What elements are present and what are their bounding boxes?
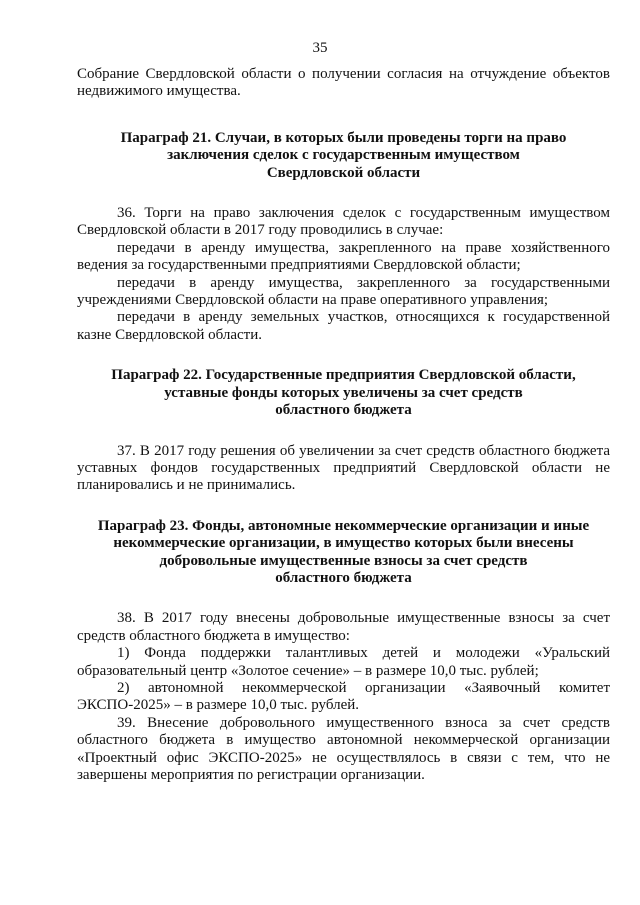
heading-line: областного бюджета: [275, 402, 412, 419]
heading-line: некоммерческие организации, в имущество которых были внесены: [113, 535, 574, 552]
section-body: [77, 610, 610, 784]
lead-paragraph: Собрание Свердловской области о получении согласия на отчуждение объектов недвижимого имущества.: [77, 66, 610, 100]
heading-line: областного бюджета: [275, 569, 412, 586]
heading-line: Параграф 22. Государственные предприятия Свердловской области,: [111, 367, 576, 384]
section-21: [77, 130, 610, 344]
paragraph: 39. Внесение добровольного имущественного взноса за счет средств областного бюджета в имущество автономной некоммерческой организации «Проектный офис ЭКСПО-2025» не осуществлялось в связи с тем, что не завершены мероприятия по регистрации организации.: [77, 714, 610, 783]
paragraph: передачи в аренду имущества, закрепленного на праве хозяйственного ведения за государственными предприятиями Свердловской области;: [77, 239, 610, 274]
paragraph: 2) автономной некоммерческой организации «Заявочный комитет ЭКСПО-2025» – в размере 10,0 тыс. рублей.: [77, 679, 610, 714]
section-22: [77, 367, 610, 494]
section-23: [77, 518, 610, 785]
paragraph: передачи в аренду имущества, закрепленного за государственными учреждениями Свердловской области на праве оперативного управления;: [77, 274, 610, 309]
page-number: 35: [312, 40, 328, 56]
heading-line: Параграф 23. Фонды, автономные некоммерческие организации и иные: [97, 517, 590, 534]
heading-line: заключения сделок с государственным имуществом: [167, 147, 520, 164]
heading-line: уставные фонды которых увеличены за счет средств: [164, 384, 523, 401]
page-content: [77, 66, 610, 784]
paragraph: передачи в аренду земельных участков, относящихся к государственной казне Свердловской области.: [77, 309, 610, 343]
paragraph: 38. В 2017 году внесены добровольные имущественные взносы за счет средств областного бюджета в имущество:: [77, 610, 610, 644]
paragraph: 36. Торги на право заключения сделок с государственным имуществом Свердловской области в 2017 году проводились в случае:: [77, 205, 610, 239]
paragraph: 1) Фонда поддержки талантливых детей и молодежи «Уральский образовательный центр «Золотое сечение» – в размере 10,0 тыс. рублей;: [77, 645, 610, 679]
heading-line: Свердловской области: [266, 164, 421, 181]
section-heading: [77, 367, 610, 419]
paragraph: 37. В 2017 году решения об увеличении за счет средств областного бюджета уставных фондов государственных предприятий Свердловской области не планировались и не принимались.: [77, 442, 610, 494]
heading-line: Параграф 21. Случаи, в которых были проведены торги на право: [120, 129, 567, 146]
section-heading: [77, 130, 610, 182]
section-body: [77, 443, 610, 495]
section-heading: [77, 518, 610, 588]
section-body: [77, 205, 610, 344]
heading-line: добровольные имущественные взносы за счет средств: [159, 552, 528, 569]
